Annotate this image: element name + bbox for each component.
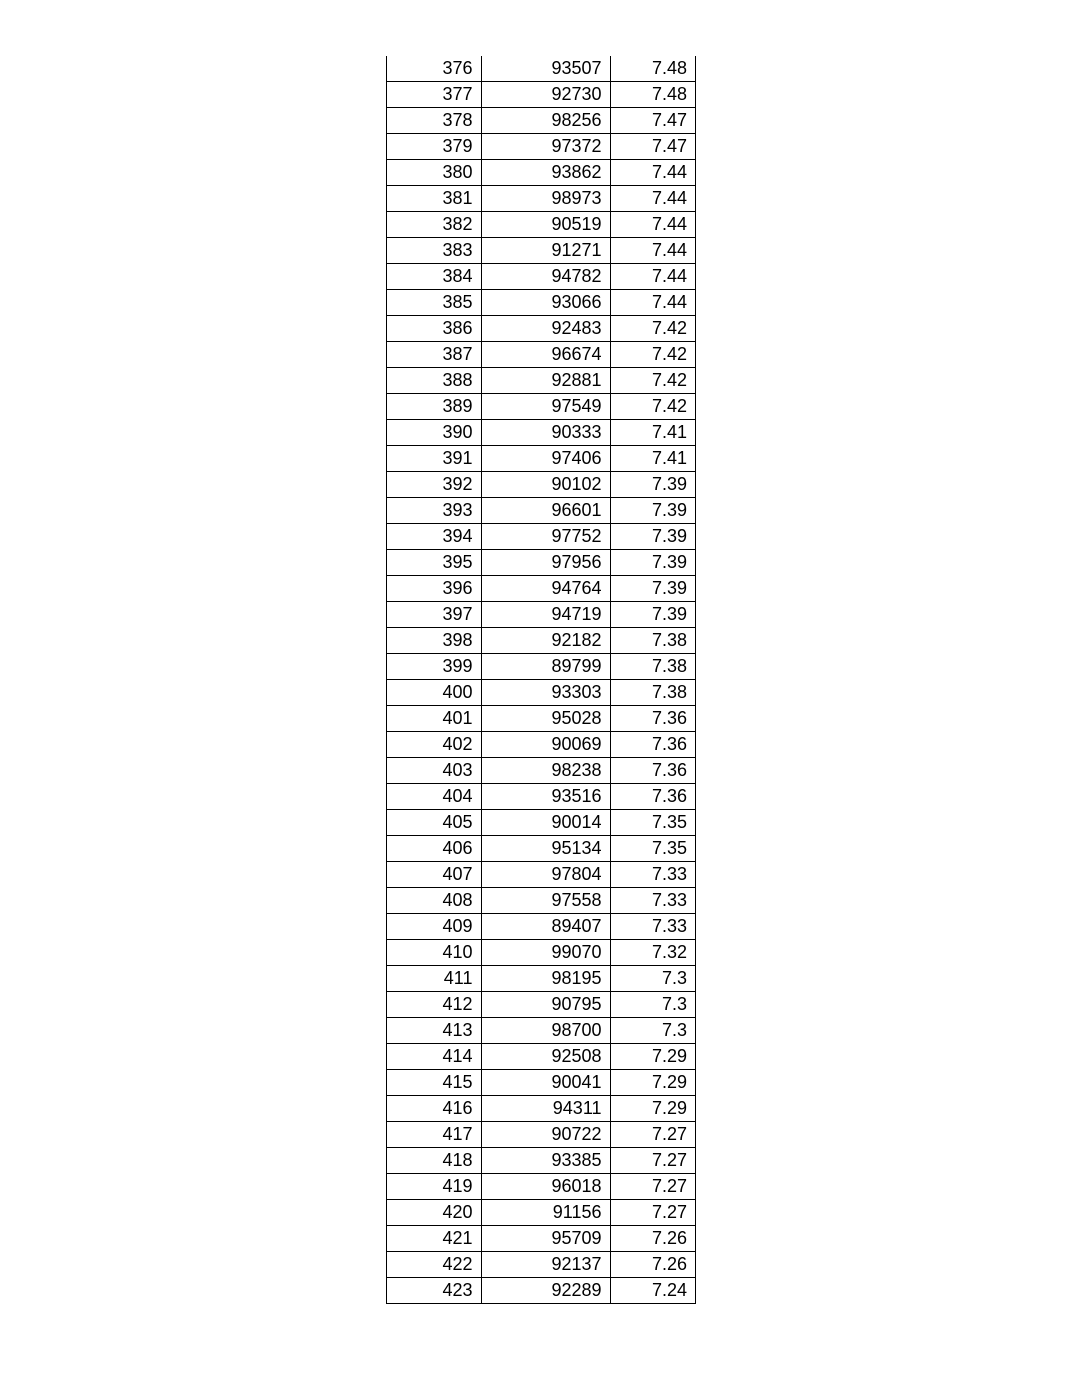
score-cell: 7.36	[610, 706, 695, 732]
table-row	[387, 498, 695, 524]
table-row	[387, 472, 695, 498]
score-cell: 7.33	[610, 862, 695, 888]
table-row	[387, 1018, 695, 1044]
rank-cell: 388	[387, 368, 481, 394]
id-cell: 89799	[481, 654, 610, 680]
id-cell: 90519	[481, 212, 610, 238]
rank-cell: 383	[387, 238, 481, 264]
table-row	[387, 628, 695, 654]
score-cell: 7.3	[610, 1018, 695, 1044]
id-cell: 96674	[481, 342, 610, 368]
table-row	[387, 160, 695, 186]
table-row	[387, 888, 695, 914]
rank-cell: 404	[387, 784, 481, 810]
table-row	[387, 914, 695, 940]
id-cell: 90041	[481, 1070, 610, 1096]
rank-cell: 378	[387, 108, 481, 134]
score-cell: 7.27	[610, 1174, 695, 1200]
table-row	[387, 1278, 695, 1304]
rank-cell: 394	[387, 524, 481, 550]
score-cell: 7.27	[610, 1148, 695, 1174]
table-row	[387, 186, 695, 212]
id-cell: 92730	[481, 82, 610, 108]
rank-cell: 397	[387, 602, 481, 628]
table-row	[387, 1096, 695, 1122]
table-row	[387, 706, 695, 732]
rank-cell: 382	[387, 212, 481, 238]
rank-cell: 423	[387, 1278, 481, 1304]
score-cell: 7.29	[610, 1044, 695, 1070]
score-cell: 7.44	[610, 238, 695, 264]
rank-cell: 396	[387, 576, 481, 602]
score-cell: 7.44	[610, 264, 695, 290]
score-cell: 7.48	[610, 56, 695, 82]
score-cell: 7.39	[610, 498, 695, 524]
id-cell: 94782	[481, 264, 610, 290]
table-row	[387, 108, 695, 134]
table-row	[387, 732, 695, 758]
rank-cell: 406	[387, 836, 481, 862]
rank-cell: 393	[387, 498, 481, 524]
id-cell: 98700	[481, 1018, 610, 1044]
rank-cell: 408	[387, 888, 481, 914]
id-cell: 94764	[481, 576, 610, 602]
table-row	[387, 394, 695, 420]
table-row	[387, 992, 695, 1018]
id-cell: 92137	[481, 1252, 610, 1278]
rank-cell: 376	[387, 56, 481, 82]
id-cell: 96018	[481, 1174, 610, 1200]
score-cell: 7.36	[610, 732, 695, 758]
rank-cell: 415	[387, 1070, 481, 1096]
id-cell: 90069	[481, 732, 610, 758]
rank-cell: 417	[387, 1122, 481, 1148]
score-cell: 7.3	[610, 992, 695, 1018]
rank-cell: 412	[387, 992, 481, 1018]
score-cell: 7.39	[610, 576, 695, 602]
score-cell: 7.44	[610, 186, 695, 212]
table-row	[387, 576, 695, 602]
rank-cell: 400	[387, 680, 481, 706]
score-cell: 7.42	[610, 342, 695, 368]
id-cell: 95134	[481, 836, 610, 862]
id-cell: 97549	[481, 394, 610, 420]
table-row	[387, 810, 695, 836]
id-cell: 92182	[481, 628, 610, 654]
rank-cell: 391	[387, 446, 481, 472]
score-cell: 7.42	[610, 368, 695, 394]
rank-cell: 421	[387, 1226, 481, 1252]
score-cell: 7.38	[610, 654, 695, 680]
rank-cell: 413	[387, 1018, 481, 1044]
id-cell: 91156	[481, 1200, 610, 1226]
table-row	[387, 524, 695, 550]
id-cell: 93066	[481, 290, 610, 316]
table-row	[387, 1122, 695, 1148]
score-cell: 7.44	[610, 160, 695, 186]
score-cell: 7.38	[610, 628, 695, 654]
id-cell: 92881	[481, 368, 610, 394]
table-row	[387, 134, 695, 160]
table-row	[387, 862, 695, 888]
score-cell: 7.36	[610, 784, 695, 810]
rank-cell: 409	[387, 914, 481, 940]
score-cell: 7.32	[610, 940, 695, 966]
id-cell: 93385	[481, 1148, 610, 1174]
score-cell: 7.27	[610, 1122, 695, 1148]
table-row	[387, 212, 695, 238]
table-row	[387, 446, 695, 472]
score-cell: 7.41	[610, 446, 695, 472]
score-cell: 7.27	[610, 1200, 695, 1226]
id-cell: 97956	[481, 550, 610, 576]
table-row	[387, 784, 695, 810]
rank-cell: 387	[387, 342, 481, 368]
data-table	[387, 56, 695, 1303]
score-cell: 7.47	[610, 108, 695, 134]
id-cell: 93507	[481, 56, 610, 82]
table-row	[387, 966, 695, 992]
score-cell: 7.38	[610, 680, 695, 706]
id-cell: 92508	[481, 1044, 610, 1070]
score-cell: 7.44	[610, 290, 695, 316]
rank-cell: 411	[387, 966, 481, 992]
table-row	[387, 56, 695, 82]
id-cell: 92483	[481, 316, 610, 342]
id-cell: 93303	[481, 680, 610, 706]
id-cell: 98973	[481, 186, 610, 212]
id-cell: 97558	[481, 888, 610, 914]
rank-cell: 401	[387, 706, 481, 732]
id-cell: 90102	[481, 472, 610, 498]
rank-cell: 407	[387, 862, 481, 888]
rank-cell: 420	[387, 1200, 481, 1226]
rank-cell: 403	[387, 758, 481, 784]
id-cell: 90722	[481, 1122, 610, 1148]
table-row	[387, 1174, 695, 1200]
table-row	[387, 1252, 695, 1278]
id-cell: 93862	[481, 160, 610, 186]
table-row	[387, 420, 695, 446]
id-cell: 90333	[481, 420, 610, 446]
score-cell: 7.29	[610, 1070, 695, 1096]
score-cell: 7.3	[610, 966, 695, 992]
table-row	[387, 602, 695, 628]
table-row	[387, 1226, 695, 1252]
score-cell: 7.39	[610, 550, 695, 576]
table-row	[387, 368, 695, 394]
score-cell: 7.39	[610, 472, 695, 498]
id-cell: 90795	[481, 992, 610, 1018]
id-cell: 95709	[481, 1226, 610, 1252]
rank-cell: 418	[387, 1148, 481, 1174]
rank-cell: 377	[387, 82, 481, 108]
score-cell: 7.26	[610, 1252, 695, 1278]
table-row	[387, 940, 695, 966]
rank-cell: 416	[387, 1096, 481, 1122]
table-row	[387, 1044, 695, 1070]
rank-cell: 402	[387, 732, 481, 758]
rank-cell: 381	[387, 186, 481, 212]
score-cell: 7.26	[610, 1226, 695, 1252]
rank-cell: 390	[387, 420, 481, 446]
rank-cell: 422	[387, 1252, 481, 1278]
score-cell: 7.36	[610, 758, 695, 784]
score-cell: 7.42	[610, 394, 695, 420]
table-row	[387, 654, 695, 680]
score-cell: 7.42	[610, 316, 695, 342]
table-row	[387, 758, 695, 784]
rank-cell: 410	[387, 940, 481, 966]
rank-cell: 384	[387, 264, 481, 290]
rank-cell: 385	[387, 290, 481, 316]
id-cell: 94719	[481, 602, 610, 628]
id-cell: 90014	[481, 810, 610, 836]
table-row	[387, 550, 695, 576]
table-row	[387, 680, 695, 706]
id-cell: 94311	[481, 1096, 610, 1122]
score-cell: 7.35	[610, 836, 695, 862]
id-cell: 89407	[481, 914, 610, 940]
id-cell: 96601	[481, 498, 610, 524]
rank-cell: 395	[387, 550, 481, 576]
score-cell: 7.24	[651, 1280, 687, 1300]
table-body	[387, 56, 695, 1303]
id-cell: 98238	[481, 758, 610, 784]
table-row	[387, 1200, 695, 1226]
table-row	[387, 342, 695, 368]
score-cell: 7.29	[610, 1096, 695, 1122]
id-cell: 93516	[481, 784, 610, 810]
score-cell: 7.35	[610, 810, 695, 836]
rank-cell: 419	[387, 1174, 481, 1200]
rank-cell: 398	[387, 628, 481, 654]
table-row	[387, 238, 695, 264]
table-row	[387, 316, 695, 342]
id-cell: 97752	[481, 524, 610, 550]
id-cell: 91271	[481, 238, 610, 264]
rank-cell: 380	[387, 160, 481, 186]
id-cell: 97406	[481, 446, 610, 472]
table-row	[387, 82, 695, 108]
id-cell: 97372	[481, 134, 610, 160]
score-cell: 7.48	[610, 82, 695, 108]
id-cell: 95028	[481, 706, 610, 732]
rank-cell: 386	[387, 316, 481, 342]
score-cell: 7.33	[610, 914, 695, 940]
table-row	[387, 1148, 695, 1174]
table-row	[387, 836, 695, 862]
rank-cell: 414	[387, 1044, 481, 1070]
rank-cell: 392	[387, 472, 481, 498]
score-cell: 7.44	[610, 212, 695, 238]
score-cell: 7.39	[610, 602, 695, 628]
rank-cell: 389	[387, 394, 481, 420]
rank-cell: 379	[387, 134, 481, 160]
rank-cell: 405	[387, 810, 481, 836]
table-row	[387, 290, 695, 316]
score-cell: 7.33	[610, 888, 695, 914]
id-cell: 92289	[481, 1278, 610, 1304]
id-cell: 99070	[481, 940, 610, 966]
table-row	[387, 264, 695, 290]
score-cell: 7.41	[610, 420, 695, 446]
score-cell: 7.39	[610, 524, 695, 550]
rank-cell: 399	[387, 654, 481, 680]
table-row	[387, 1070, 695, 1096]
id-cell: 98256	[481, 108, 610, 134]
id-cell: 98195	[481, 966, 610, 992]
id-cell: 97804	[481, 862, 610, 888]
data-table-container	[386, 56, 696, 1304]
score-cell: 7.47	[610, 134, 695, 160]
